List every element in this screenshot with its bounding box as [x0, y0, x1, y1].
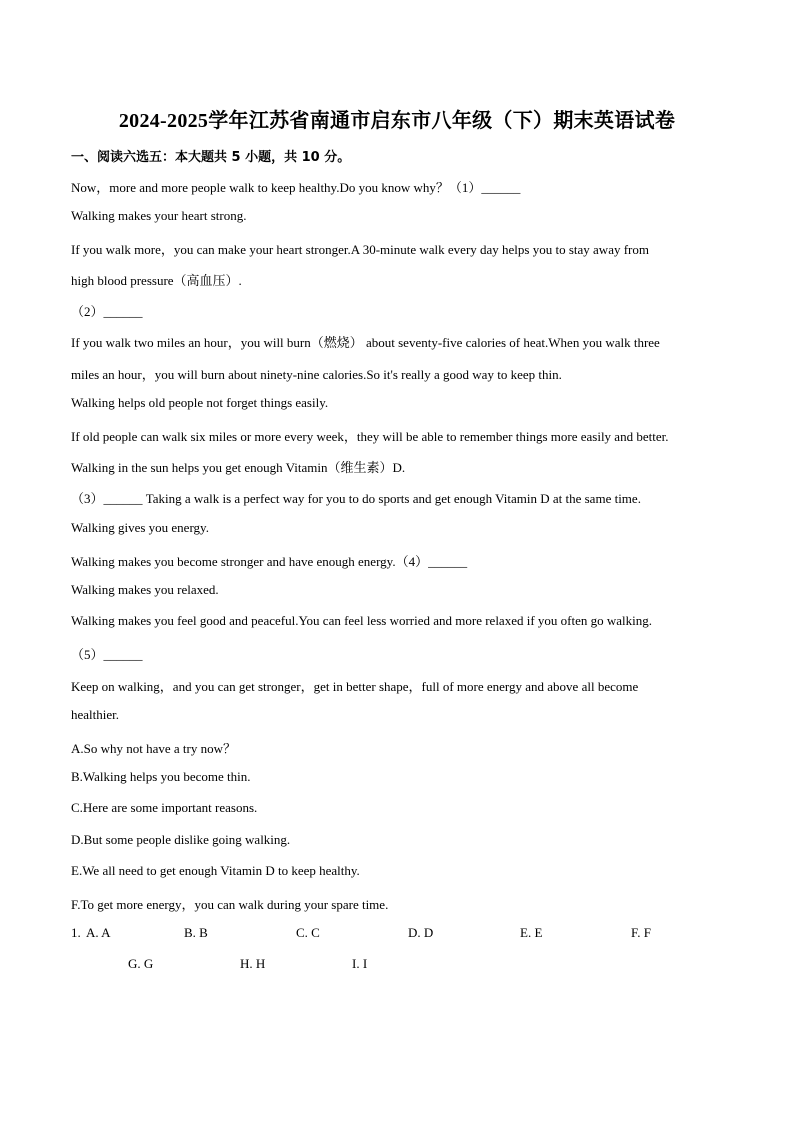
answer-option: F. F: [631, 925, 651, 940]
blank-line: （5）______: [71, 647, 143, 662]
answer-option: A. A: [86, 925, 111, 940]
passage-line: Walking makes you become stronger and have enough energy.（4）______: [71, 554, 468, 569]
passage-line: miles an hour，you will burn about ninety-nine calories.So it's really a good way to keep thin.: [71, 367, 562, 382]
option-line: A.So why not have a try now？: [71, 741, 237, 756]
passage-line: Walking helps old people not forget things easily.: [71, 395, 329, 410]
passage-line: If you walk two miles an hour，you will burn（燃烧） about seventy-five calories of heat.When you walk three: [71, 335, 660, 350]
passage-line: Walking in the sun helps you get enough Vitamin（维生素）D.: [71, 460, 406, 475]
exam-title: 2024-2025学年江苏省南通市启东市八年级（下）期末英语试卷: [118, 110, 676, 132]
passage-line: Walking makes your heart strong.: [71, 208, 247, 223]
answer-option: C. C: [296, 925, 320, 940]
passage-line: high blood pressure（高血压）.: [71, 273, 242, 288]
option-line: C.Here are some important reasons.: [71, 800, 258, 815]
option-line: D.But some people dislike going walking.: [71, 832, 291, 847]
answer-option: H. H: [240, 956, 266, 971]
passage-line: If old people can walk six miles or more every week，they will be able to remember things more easily and better.: [71, 429, 669, 444]
answer-option: D. D: [408, 925, 434, 940]
passage-line: Walking makes you feel good and peaceful.You can feel less worried and more relaxed if you often go walking.: [71, 613, 653, 628]
passage-line: Keep on walking，and you can get stronger，get in better shape，full of more energy and above all become: [71, 679, 639, 694]
answer-option: E. E: [520, 925, 543, 940]
question-number: 1.: [71, 925, 81, 940]
option-line: F.To get more energy，you can walk during your spare time.: [71, 897, 389, 912]
passage-line: Walking makes you relaxed.: [71, 582, 219, 597]
answer-option: I. I: [352, 956, 368, 971]
option-line: B.Walking helps you become thin.: [71, 769, 251, 784]
passage-line: If you walk more，you can make your heart stronger.A 30-minute walk every day helps you to stay away from: [71, 242, 649, 257]
passage-line: Now，more and more people walk to keep healthy.Do you know why？（1）______: [71, 180, 521, 195]
passage-line: Walking gives you energy.: [71, 520, 209, 535]
section-heading: 一、阅读六选五：本大题共 5 小题，共 10 分。: [71, 150, 351, 165]
blank-line: （2）______: [71, 304, 143, 319]
answer-option: G. G: [128, 956, 154, 971]
passage-line: （3）______ Taking a walk is a perfect way for you to do sports and get enough Vitamin D at the same time.: [71, 491, 641, 506]
answer-option: B. B: [184, 925, 208, 940]
passage-line: healthier.: [71, 707, 120, 722]
option-line: E.We all need to get enough Vitamin D to keep healthy.: [71, 863, 360, 878]
